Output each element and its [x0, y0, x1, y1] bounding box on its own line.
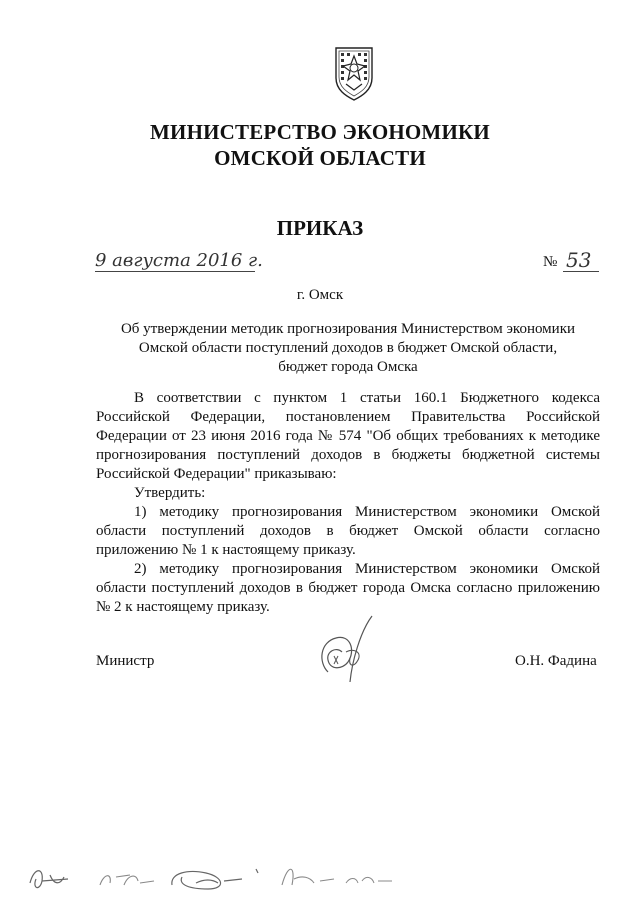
order-number-handwritten: 53: [566, 248, 592, 272]
body-paragraph-preamble: В соответствии с пунктом 1 статьи 160.1 Бюджетного кодекса Российской Федерации, постановлением Правительства Российской Федерации от 23 июня 2016 года № 574 "Об общих требованиях к методике прогнозирования поступлений доходов в бюджеты бюджетной системы Российской Федерации" приказываю:: [96, 390, 600, 482]
minister-signature: [310, 612, 380, 692]
ministry-title-line2: ОМСКОЙ ОБЛАСТИ: [214, 146, 426, 170]
date-underline: [95, 271, 255, 272]
document-type-title: ПРИКАЗ: [276, 216, 364, 240]
subject-line: бюджет города Омска: [278, 359, 418, 375]
order-body: [96, 389, 600, 617]
order-date-handwritten: 9 августа 2016 г.: [95, 250, 263, 271]
city-line: г. Омск: [296, 287, 344, 303]
body-paragraph-item-1: 1) методику прогнозирования Министерством экономики Омской области поступлений доходов в бюджет Омской области согласно приложению № 1 к настоящему приказу.: [96, 504, 600, 558]
minister-label: Министр: [96, 653, 155, 669]
subject-line: Омской области поступлений доходов в бюджет Омской области,: [138, 340, 558, 356]
order-subject: [96, 320, 600, 377]
body-paragraph-approve: Утвердить:: [134, 485, 206, 501]
coat-of-arms-icon: [332, 44, 376, 102]
subject-line: Об утверждении методик прогнозирования Министерством экономики: [120, 321, 576, 337]
number-underline: [563, 271, 599, 272]
ministry-title-line1: МИНИСТЕРСТВО ЭКОНОМИКИ: [150, 120, 490, 144]
order-number-label: №: [543, 254, 558, 270]
body-paragraph-item-2: 2) методику прогнозирования Министерством экономики Омской области поступлений доходов в бюджет города Омска согласно приложению № 2 к настоящему приказу.: [96, 561, 600, 615]
minister-name: О.Н. Фадина: [515, 653, 597, 669]
approval-signatures: [20, 855, 400, 899]
